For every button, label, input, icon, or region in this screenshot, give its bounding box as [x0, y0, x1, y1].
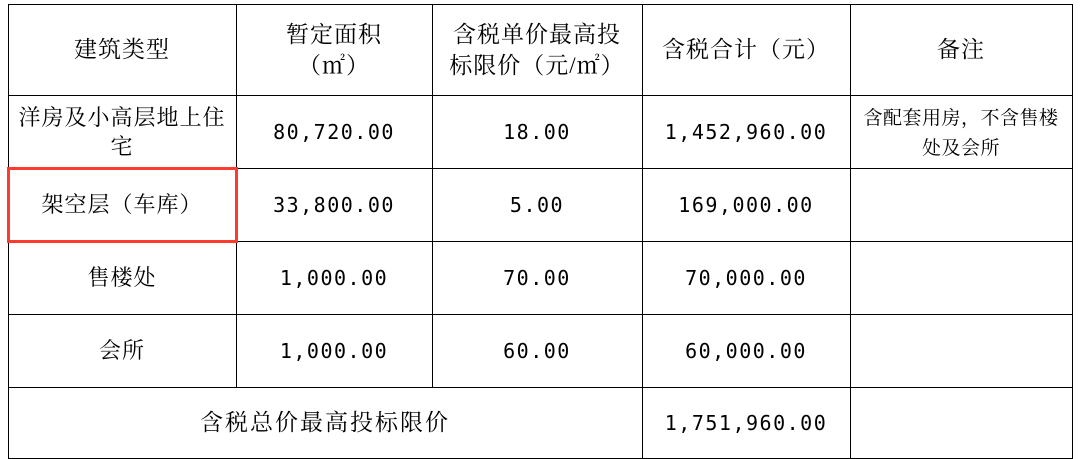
cell-total-price	[642, 169, 850, 242]
unit-price-value: 60.00	[503, 339, 571, 364]
cell-total-remark	[850, 388, 1072, 459]
area-value: 33,800.00	[273, 193, 395, 218]
building-type-label: 洋房及小高层地上住宅	[18, 104, 226, 159]
building-type-label: 会所	[98, 338, 145, 364]
cell-building-type	[8, 96, 236, 169]
total-price-value: 1,452,960.00	[664, 120, 828, 145]
column-header-total-price-label: 含税合计（元）	[662, 36, 830, 62]
cell-area	[236, 315, 432, 388]
cell-total-price	[642, 96, 850, 169]
cell-remark	[850, 96, 1072, 169]
cell-area	[236, 169, 432, 242]
area-value: 1,000.00	[279, 339, 389, 364]
total-price-value: 169,000.00	[678, 193, 814, 218]
table-row	[8, 96, 1072, 169]
cell-remark	[850, 315, 1072, 388]
cell-unit-price	[432, 169, 642, 242]
column-header-area-line1: 暂定面积	[286, 21, 382, 47]
column-header-remark-label: 备注	[937, 36, 985, 62]
cell-building-type	[8, 315, 236, 388]
column-header-total-price	[642, 5, 850, 96]
table-header-row	[8, 5, 1072, 96]
cell-remark	[850, 169, 1072, 242]
table-row	[8, 315, 1072, 388]
column-header-unit-price-line2: 标限价（元/㎡）	[449, 53, 625, 78]
column-header-remark	[850, 5, 1072, 96]
unit-price-value: 70.00	[503, 266, 571, 291]
cell-unit-price	[432, 96, 642, 169]
cell-total-label	[8, 388, 642, 459]
total-value: 1,751,960.00	[664, 410, 828, 435]
table-total-row	[8, 388, 1072, 459]
bid-limit-table	[8, 4, 1073, 459]
column-header-type-label: 建筑类型	[74, 36, 170, 62]
total-price-value: 70,000.00	[685, 266, 807, 291]
cell-area	[236, 242, 432, 315]
cell-building-type-highlighted	[8, 169, 236, 242]
cell-total-value	[642, 388, 850, 459]
cell-area	[236, 96, 432, 169]
column-header-area-line2: （㎡）	[298, 53, 370, 78]
building-type-label: 架空层（车库）	[41, 192, 203, 218]
total-label: 含税总价最高投标限价	[200, 409, 450, 435]
cell-building-type	[8, 242, 236, 315]
column-header-unit-price	[432, 5, 642, 96]
unit-price-value: 5.00	[509, 193, 565, 218]
cell-total-price	[642, 315, 850, 388]
cell-remark	[850, 242, 1072, 315]
table-row	[8, 169, 1072, 242]
remark-text: 含配套用房，不含售楼处及会所	[863, 107, 1059, 159]
cell-unit-price	[432, 242, 642, 315]
cell-unit-price	[432, 315, 642, 388]
table-row	[8, 242, 1072, 315]
column-header-type	[8, 5, 236, 96]
building-type-label: 售楼处	[87, 265, 157, 291]
cell-total-price	[642, 242, 850, 315]
area-value: 80,720.00	[273, 120, 395, 145]
column-header-area	[236, 5, 432, 96]
unit-price-value: 18.00	[503, 120, 571, 145]
total-price-value: 60,000.00	[685, 339, 807, 364]
area-value: 1,000.00	[279, 266, 389, 291]
column-header-unit-price-line1: 含税单价最高投	[453, 21, 621, 47]
